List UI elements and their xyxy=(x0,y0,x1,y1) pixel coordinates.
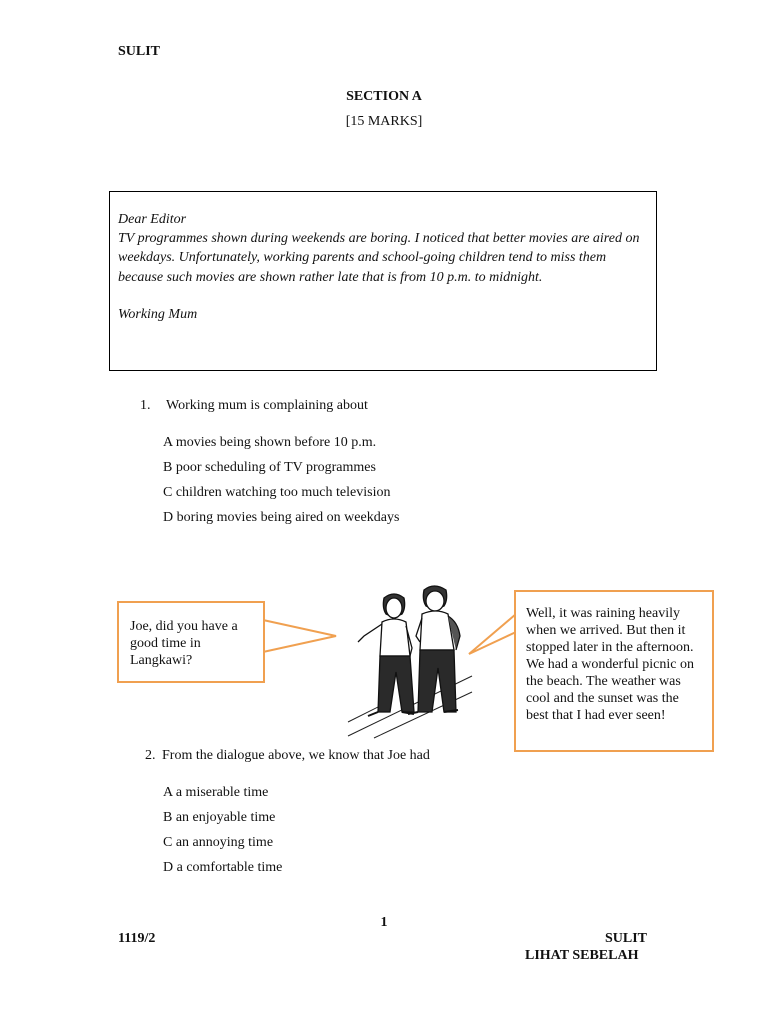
question-1-stem: Working mum is complaining about xyxy=(166,398,368,413)
question-1-option-a: A movies being shown before 10 p.m. xyxy=(163,435,377,450)
section-title: SECTION A xyxy=(346,89,422,104)
paper-code: 1119/2 xyxy=(118,931,156,946)
question-1-option-c: C children watching too much television xyxy=(163,485,391,500)
letter-body: TV programmes shown during weekends are boring. I noticed that better movies are aired on weekdays. Unfortunately, working parents and school-going children tend to miss them because such movies are shown rather late that is from 10 p.m. to midnight. xyxy=(118,231,640,285)
left-bubble-pointer xyxy=(262,614,342,664)
student-left xyxy=(358,594,414,716)
question-2-option-d: D a comfortable time xyxy=(163,860,283,875)
section-marks: [15 MARKS] xyxy=(345,114,423,129)
student-right xyxy=(408,586,460,714)
question-2-number: 2. xyxy=(145,748,156,763)
next-page-note: LIHAT SEBELAH xyxy=(525,948,639,963)
footer-classification: SULIT xyxy=(605,931,648,946)
question-2-option-c: C an annoying time xyxy=(163,835,274,850)
speech-bubble-answer: Well, it was raining heavily when we arrived. But then it stopped later in the afternoon. We had a wonderful picnic on the beach. The weather was cool and the sunset was the best that I had ever seen! xyxy=(514,590,714,752)
two-students-illustration xyxy=(344,584,476,740)
question-1-option-d: D boring movies being aired on weekdays xyxy=(163,510,400,525)
question-2-stem: From the dialogue above, we know that Joe had xyxy=(162,748,430,763)
question-1-number: 1. xyxy=(140,398,151,413)
page-number: 1 xyxy=(380,915,388,930)
letter-box xyxy=(109,191,657,371)
letter-salutation: Dear Editor xyxy=(118,212,187,227)
question-1-option-b: B poor scheduling of TV programmes xyxy=(163,460,376,475)
speech-bubble-question: Joe, did you have a good time in Langkawi? xyxy=(117,601,265,683)
letter-signature: Working Mum xyxy=(118,306,198,322)
question-2-option-a: A a miserable time xyxy=(163,785,269,800)
header-classification: SULIT xyxy=(118,44,161,59)
question-2-option-b: B an enjoyable time xyxy=(163,810,276,825)
